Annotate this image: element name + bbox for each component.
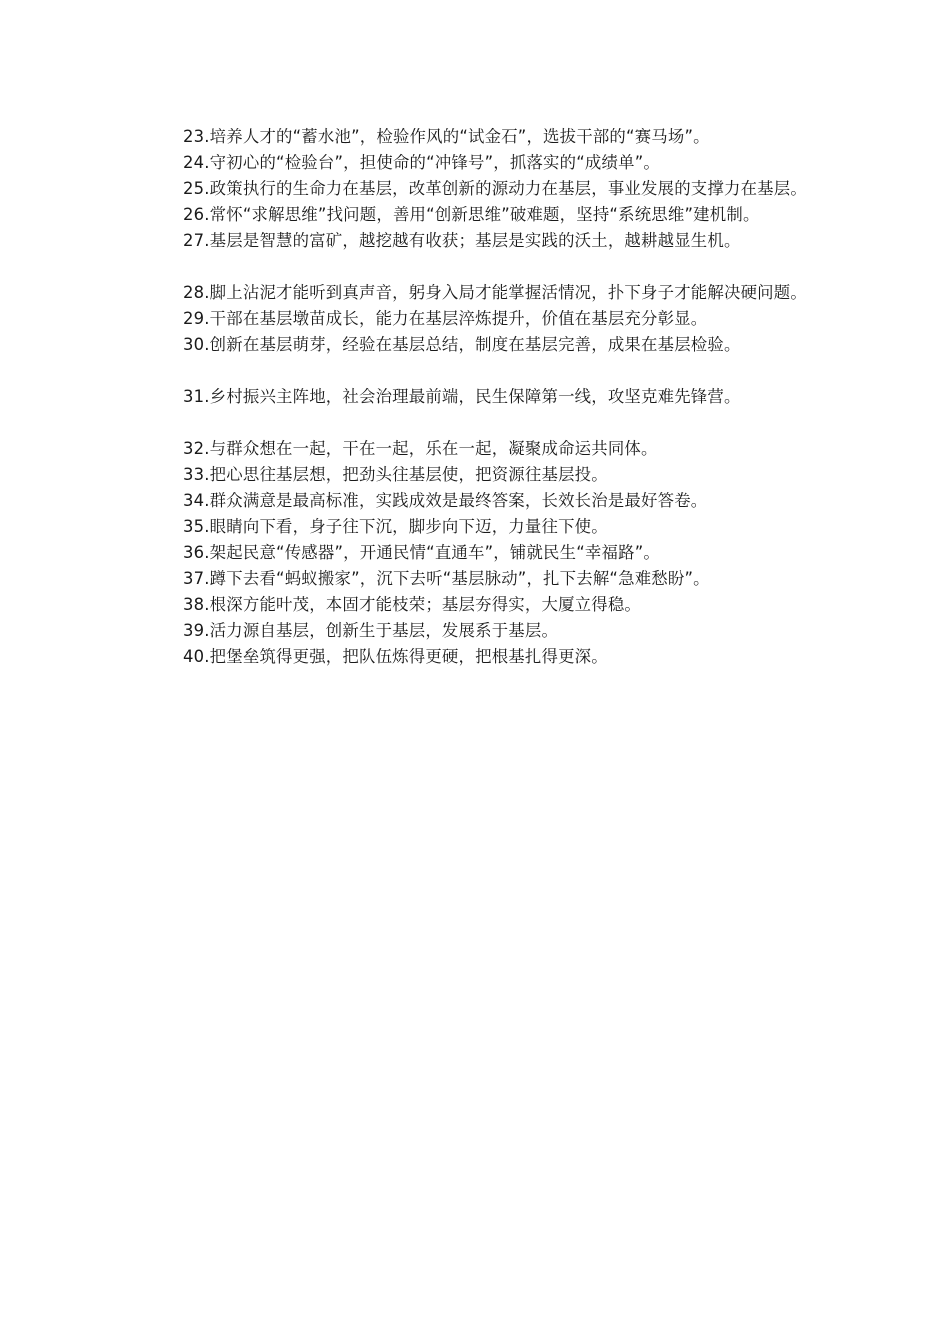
list-item: 40.把堡垒筑得更强，把队伍炼得更硬，把根基扎得更深。	[183, 647, 608, 666]
list-item: 35.眼睛向下看，身子往下沉，脚步向下迈，力量往下使。	[183, 517, 608, 536]
list-item: 29.干部在基层墩苗成长，能力在基层淬炼提升，价值在基层充分彰显。	[183, 309, 708, 328]
list-item: 24.守初心的“检验台”，担使命的“冲锋号”，抓落实的“成绩单”。	[183, 153, 660, 172]
list-item: 36.架起民意“传感器”，开通民情“直通车”，铺就民生“幸福路”。	[183, 543, 660, 562]
list-item: 37.蹲下去看“蚂蚁搬家”，沉下去听“基层脉动”，扎下去解“急难愁盼”。	[183, 569, 710, 588]
list-item: 28.脚上沾泥才能听到真声音，躬身入局才能掌握活情况，扑下身子才能解决硬问题。	[183, 283, 807, 302]
list-item: 31.乡村振兴主阵地，社会治理最前端，民生保障第一线，攻坚克难先锋营。	[183, 387, 741, 406]
list-item: 25.政策执行的生命力在基层，改革创新的源动力在基层，事业发展的支撑力在基层。	[183, 179, 807, 198]
list-item: 23.培养人才的“蓄水池”，检验作风的“试金石”，选拔干部的“赛马场”。	[183, 127, 710, 146]
list-item: 30.创新在基层萌芽，经验在基层总结，制度在基层完善，成果在基层检验。	[183, 335, 741, 354]
list-item: 26.常怀“求解思维”找问题，善用“创新思维”破难题，坚持“系统思维”建机制。	[183, 205, 760, 224]
list-item: 34.群众满意是最高标准，实践成效是最终答案，长效长治是最好答卷。	[183, 491, 708, 510]
document-body	[143, 124, 823, 670]
list-item: 27.基层是智慧的富矿，越挖越有收获；基层是实践的沃土，越耕越显生机。	[183, 231, 741, 250]
list-item: 33.把心思往基层想，把劲头往基层使，把资源往基层投。	[183, 465, 608, 484]
list-item: 39.活力源自基层，创新生于基层，发展系于基层。	[183, 621, 559, 640]
list-item: 32.与群众想在一起，干在一起，乐在一起，凝聚成命运共同体。	[183, 439, 658, 458]
list-item: 38.根深方能叶茂，本固才能枝荣；基层夯得实，大厦立得稳。	[183, 595, 642, 614]
